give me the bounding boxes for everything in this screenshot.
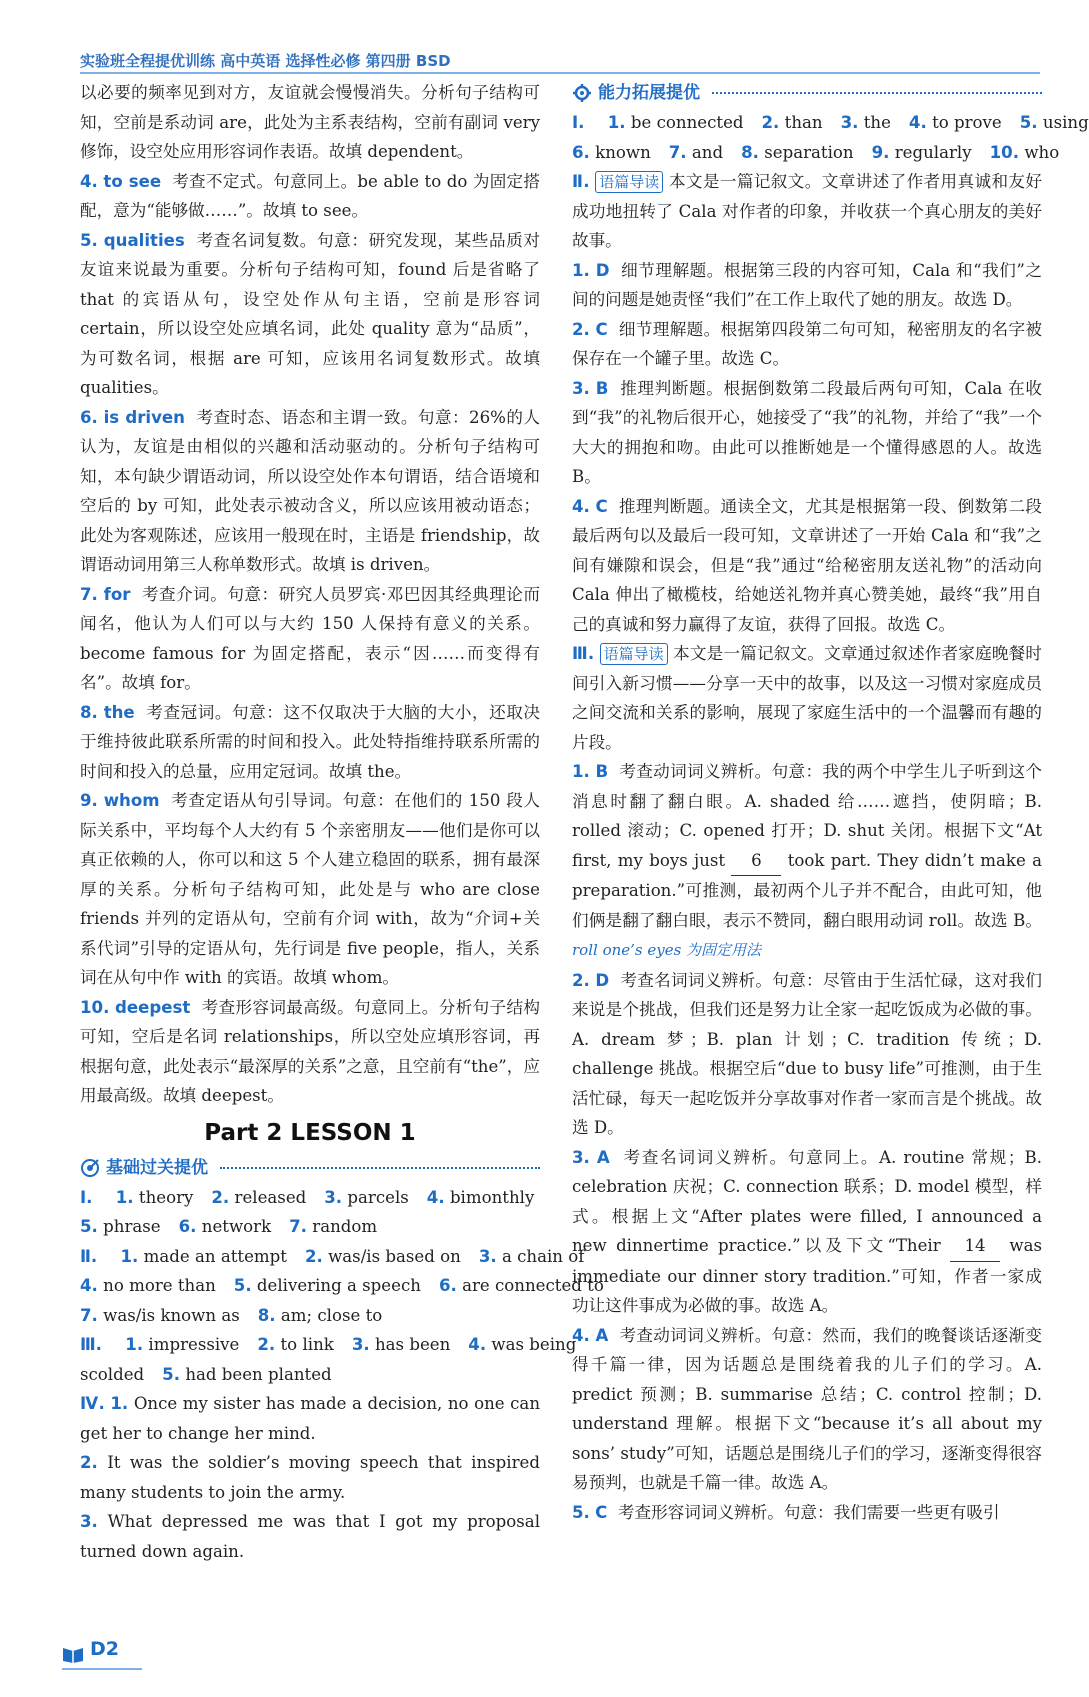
gear-icon	[572, 83, 592, 103]
answer-item-10: 10. deepest 考查形容词最高级。句意同上。分析句子结构可知，空后是名词 relationships，所以空处应填形容词，再根据句意，此处表示“最深厚的关系”之意，且空前有“the”，应用最高级。故填 deepest。	[80, 997, 540, 1105]
ext-section-2-q4: 4. C 推理判断题。通读全文，尤其是根据第一段、倒数第二段最后两句以及最后一段可知，文章讲述了一开始 Cala 和“我”之间有嫌隙和误会，但是“我”通过“给秘密朋友送礼物”的活动向 Cala 伸出了橄榄枝，给她送礼物并真心赞美她，最终“我”用自己的真诚和努力赢得了友谊，获得了回报。故选 C。	[572, 496, 1043, 634]
page-header	[80, 50, 1040, 74]
section-3-row-1: Ⅲ. 1. impressive 2. to link 3. has been 4. was being	[80, 1335, 577, 1354]
section-4-item-2: 2. It was the soldier’s moving speech that inspired many students to join the army.	[80, 1453, 540, 1502]
ext-section-3-q2: 2. D 考查名词词义辨析。句意：尽管由于生活忙碌，这对我们来说是个挑战，但我们还是努力让全家一起吃饭成为必做的事。A. dream 梦；B. plan 计划；C. tradition 传统；D. challenge 挑战。根据空后“due to busy life”可推测，由于生活忙碌，每天一起吃饭并分享故事对作者一家而言是个挑战。故选 D。	[572, 970, 1042, 1137]
ext-section-3-q1: 1. B 考查动词词义辨析。句意：我的两个中学生儿子听到这个消息时翻了翻白眼。A. shaded 给……遮挡，使阴暗；B. rolled 滚动；C. opened 打开；D. shut 关闭。根据下文“At first, my boys just 6 took part. They didn’t make a preparation.”可推测，最初两个儿子并不配合，由此可知，他们俩是翻了翻白眼，表示不赞同，翻白眼用动词 roll。故选 B。 roll one’s eyes 为固定用法	[572, 762, 1042, 959]
section-3-row-2: scolded 5. had been planted	[80, 1364, 332, 1384]
ext-section-1	[572, 108, 1089, 167]
section-2-row-1: Ⅱ. 1. made an attempt 2. was/is based on 3. a chain of	[80, 1246, 585, 1266]
blank-number: 6	[731, 846, 781, 877]
header-title: 实验班全程提优训练 高中英语 选择性必修 第四册 BSD	[80, 52, 451, 70]
left-column	[80, 78, 604, 1566]
blank-number: 14	[950, 1231, 1000, 1262]
ext-section-1-row-1: Ⅰ. 1. be connected 2. than 3. the 4. to prove 5. using	[572, 113, 1089, 132]
section-2-row-2: 4. no more than 5. delivering a speech 6. are connected to	[80, 1276, 604, 1295]
answer-item-4: 4. to see 考查不定式。句意同上。be able to do 为固定搭配，意为“能够做……”。故填 to see。	[80, 171, 540, 220]
part-title: Part 2 LESSON 1	[204, 1119, 416, 1146]
answer-intro: 以必要的频率见到对方，友谊就会慢慢消失。分析句子结构可知，空前是系动词 are，此处为主系表结构，空前有副词 very 修饰，设空处应用形容词作表语。故填 dependent。	[80, 83, 540, 161]
answer-item-6: 6. is driven 考查时态、语态和主谓一致。句意：26%的人认为，友谊是由相似的兴趣和活动驱动的。分析句子结构可知，本句缺少谓语动词，所以设空处作本句谓语，结合语境和空后的 by 可知，此处表示被动含义，所以应该用被动语态；此处为客观陈述，应该用一般现在时，主语是 friendship，故谓语动词用第三人称单数形式。故填 is driven。	[80, 407, 540, 574]
ext-section-3	[572, 639, 1042, 1527]
heading-rule	[220, 1167, 540, 1169]
handwritten-note: roll one’s eyes 为固定用法	[572, 941, 762, 959]
extension-section-heading: 能力拓展提优	[572, 78, 1042, 108]
page-footer	[62, 1638, 142, 1670]
answer-item-7: 7. for 考查介词。句意：研究人员罗宾·邓巴因其经典理论而闻名，他认为人们可以与大约 150 人保持有意义的关系。become famous for 为固定搭配，表示“因……而变得有名”。故填 for。	[80, 584, 540, 692]
ext-section-3-intro: Ⅲ. 语篇导读 本文是一篇记叙文。文章通过叙述作者家庭晚餐时间引入新习惯——分享一天中的故事，以及这一习惯对家庭成员之间交流和关系的影响，展现了家庭生活中的一个温馨而有趣的片段。	[572, 644, 1043, 752]
ext-section-1-row-2: 6. known 7. and 8. separation 9. regularly 10. who	[572, 142, 1060, 162]
section-2	[80, 1242, 604, 1331]
ext-section-3-q5: 5. C 考查形容词词义辨析。句意：我们需要一些更有吸引	[572, 1502, 1000, 1522]
section-4-item-3: 3. What depressed me was that I got my proposal turned down again.	[80, 1512, 540, 1561]
right-column	[572, 78, 1089, 1527]
heading-rule	[712, 92, 1042, 94]
section-1	[80, 1183, 540, 1242]
section-2-row-3: 7. was/is known as 8. am; close to	[80, 1305, 383, 1325]
section-4	[80, 1389, 540, 1566]
target-icon	[80, 1158, 100, 1178]
basic-section-heading: 基础过关提优	[80, 1153, 540, 1183]
section-4-item-1: Ⅳ. 1. Once my sister has made a decision, no one can get her to change her mind.	[80, 1394, 541, 1443]
section-1-row-2: 5. phrase 6. network 7. random	[80, 1217, 378, 1236]
answer-item-5: 5. qualities 考查名词复数。句意：研究发现，某些品质对友谊来说最为重要。分析句子结构可知，found 后是省略了 that 的宾语从句，设空处作从句主语，空前是形容词 certain，所以设空处应填名词，此处 quality 意为“品质”，为可数名词，根据 are 可知，应该用名词复数形式。故填 qualities。	[80, 230, 541, 397]
page-number: D2	[90, 1638, 119, 1660]
answer-item-8: 8. the 考查冠词。句意：这不仅取决于大脑的大小，还取决于维持彼此联系所需的时间和投入。此处特指维持联系所需的时间和投入的总量，应用定冠词。故填 the。	[80, 702, 540, 781]
section-1-row-1: Ⅰ. 1. theory 2. released 3. parcels 4. bimonthly	[80, 1187, 535, 1207]
guide-badge: 语篇导读	[600, 643, 668, 665]
ext-section-2-intro: Ⅱ. 语篇导读 本文是一篇记叙文。文章讲述了作者用真诚和友好成功地扭转了 Cala 对作者的印象，并收获一个真心朋友的美好故事。	[572, 172, 1042, 250]
guide-badge: 语篇导读	[595, 171, 663, 193]
book-icon	[62, 1644, 84, 1664]
section-3	[80, 1330, 577, 1389]
ext-section-3-q3: 3. A 考查名词词义辨析。句意同上。A. routine 常规；B. celebration 庆祝；C. connection 联系；D. model 模型，样式。根据上文“After plates were filled, I announced a new dinnertime practice.”以及下文“Their 14 was immediate our dinner story tradition.”可知，作者一家成功让这件事成为必做的事。故选 A。	[572, 1147, 1042, 1315]
ext-section-3-q4: 4. A 考查动词词义辨析。句意：然而，我们的晚餐谈话逐渐变得千篇一律，因为话题总是围绕着我的儿子们的学习。A. predict 预测；B. summarise 总结；C. control 控制；D. understand 理解。根据下文“because it’s all about my sons’ study”可知，话题总是围绕儿子们的学习，逐渐变得很容易预判，也就是千篇一律。故选 A。	[572, 1325, 1042, 1492]
ext-section-2-q3: 3. B 推理判断题。根据倒数第二段最后两句可知，Cala 在收到“我”的礼物后很开心，她接受了“我”的礼物，并给了“我”一个大大的拥抱和吻。由此可以推断她是一个懂得感恩的人。故选 B。	[572, 378, 1042, 486]
ext-section-2-q2: 2. C 细节理解题。根据第四段第二句可知，秘密朋友的名字被保存在一个罐子里。故选 C。	[572, 319, 1043, 368]
ext-section-2	[572, 167, 1042, 639]
answer-item-9: 9. whom 考查定语从句引导词。句意：在他们的 150 段人际关系中，平均每个人大约有 5 个亲密朋友——他们是你可以真正依赖的人，你可以和这 5 个人建立稳固的联系，拥有最深厚的关系。分析句子结构可知，此处是与 who are close friends 并列的定语从句，空前有介词 with，故为“介词+关系代词”引导的定语从句，先行词是 five people，指人，关系词在从句中作 with 的宾语。故填 whom。	[80, 791, 540, 987]
ext-section-2-q1: 1. D 细节理解题。根据第三段的内容可知，Cala 和“我们”之间的问题是她责怪“我们”在工作上取代了她的朋友。故选 D。	[572, 260, 1043, 309]
